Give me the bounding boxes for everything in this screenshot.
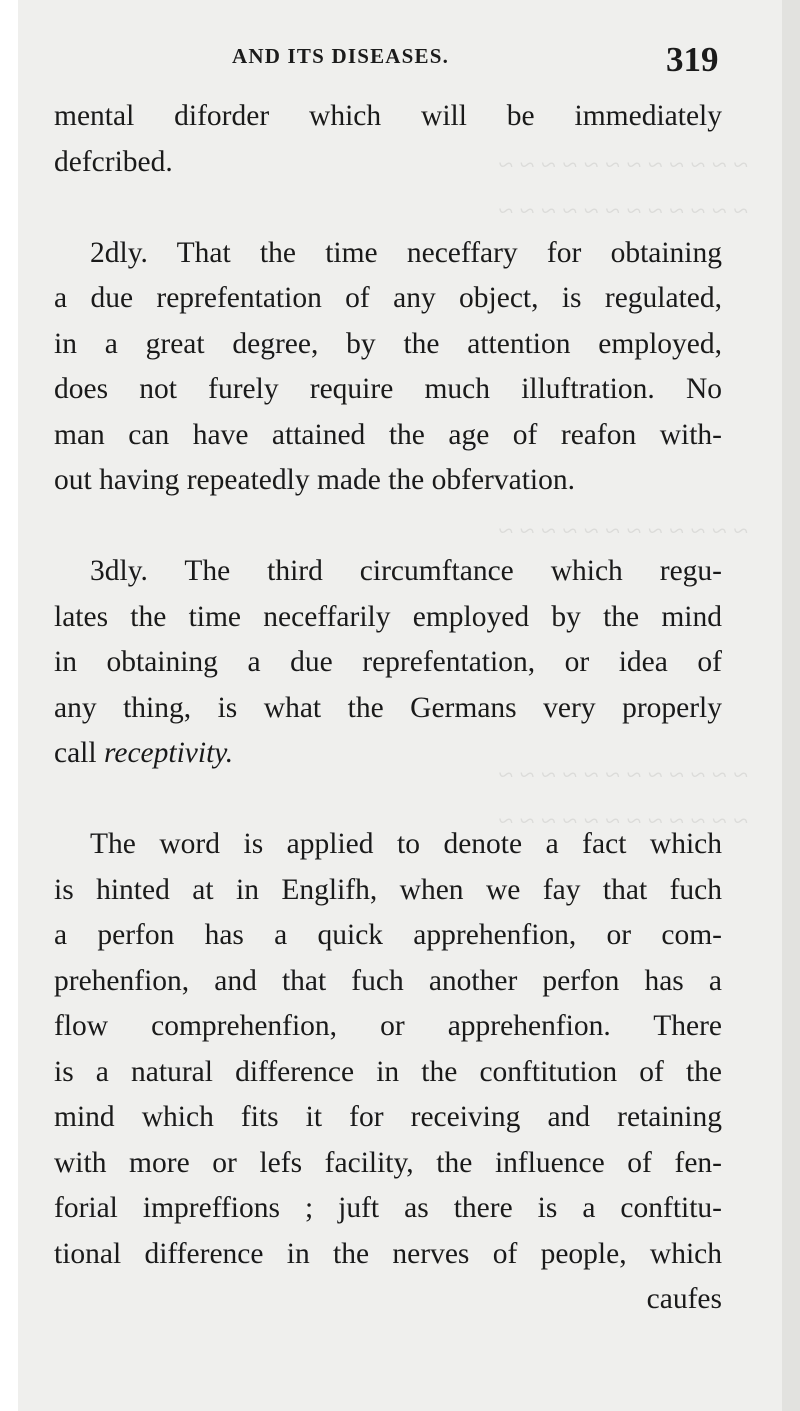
- text-line: lates the time neceffarily employed by the mind: [54, 600, 722, 633]
- paragraph-3: [54, 549, 722, 777]
- text-line: [54, 731, 722, 777]
- text-line: a perfon has a quick apprehenfion, or com-: [54, 919, 722, 951]
- paragraph-gap: [54, 504, 722, 550]
- text-line: forial impreffions ; juft as there is a conftitu-: [54, 1192, 722, 1224]
- text-line: is hinted at in Englifh, when we fay that fuch: [54, 873, 722, 906]
- paragraph-2: [54, 231, 722, 504]
- page-number: 319: [666, 40, 719, 79]
- text-line: does not furely require much illuftration. No: [54, 373, 722, 405]
- show-through-texture: ~ ~ ~ ~ ~ ~ ~ ~ ~ ~ ~ ~: [498, 806, 748, 836]
- body-text: [54, 94, 722, 1323]
- catchword: caufes: [646, 1283, 722, 1315]
- paragraph-1: [54, 94, 722, 185]
- paragraph-4: [54, 822, 722, 1277]
- text-line: tional difference in the nerves of people, which: [54, 1237, 722, 1270]
- running-title: AND ITS DISEASES.: [232, 44, 450, 68]
- page-left-margin: [0, 0, 18, 1411]
- show-through-texture: ~ ~ ~ ~ ~ ~ ~ ~ ~ ~ ~ ~: [498, 516, 748, 546]
- text-line: mind which fits it for receiving and retaining: [54, 1101, 722, 1133]
- show-through-texture: ~ ~ ~ ~ ~ ~ ~ ~ ~ ~ ~ ~: [498, 760, 748, 790]
- text-line: 2dly. That the time neceffary for obtaining: [90, 236, 722, 269]
- text-line: in a great degree, by the attention employed,: [54, 327, 722, 360]
- text-line: with more or lefs facility, the influence of fen-: [54, 1146, 722, 1179]
- paragraph-gap: [54, 185, 722, 231]
- show-through-texture: ~ ~ ~ ~ ~ ~ ~ ~ ~ ~ ~ ~: [498, 150, 748, 180]
- text-line: a due reprefentation of any object, is regulated,: [54, 282, 722, 314]
- text-line: The word is applied to denote a fact which: [90, 828, 722, 860]
- text-line: any thing, is what the Germans very properly: [54, 691, 722, 724]
- show-through-texture: ~ ~ ~ ~ ~ ~ ~ ~ ~ ~ ~ ~: [498, 196, 748, 226]
- page-right-shadow: [782, 0, 800, 1411]
- text-line: out having repeatedly made the obfervation.: [54, 464, 575, 496]
- italic-term: receptivity.: [103, 737, 234, 769]
- text-line: in obtaining a due reprefentation, or idea of: [54, 646, 722, 678]
- text-line: prehenfion, and that fuch another perfon has a: [54, 964, 722, 997]
- text-line: 3dly. The third circumftance which regu-: [90, 555, 722, 587]
- final-line-prefix: call: [54, 737, 104, 769]
- text-line: defcribed.: [54, 145, 173, 178]
- text-line: man can have attained the age of reafon with-: [54, 418, 722, 451]
- paragraph-gap: [54, 777, 722, 823]
- running-head: [0, 36, 800, 86]
- text-line: mental diforder which will be immediately: [54, 100, 722, 132]
- text-line: is a natural difference in the conftitution of the: [54, 1055, 722, 1088]
- text-line: flow comprehenfion, or apprehenfion. There: [54, 1010, 722, 1042]
